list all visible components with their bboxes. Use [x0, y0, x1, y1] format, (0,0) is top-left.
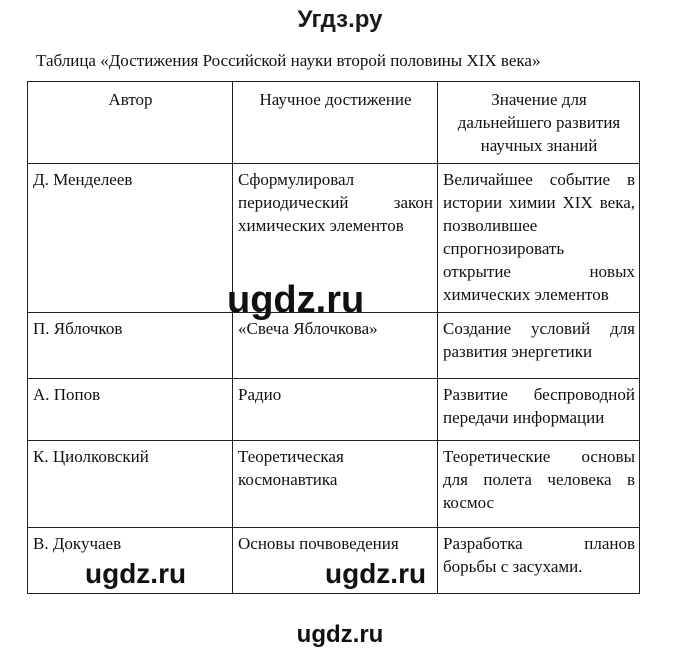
header-achievement: Научное достижение — [233, 82, 438, 164]
table-row — [28, 379, 640, 441]
significance-cell: Развитие беспроводной передачи информации — [438, 379, 640, 441]
header-author: Автор — [28, 82, 233, 164]
watermark-left: ugdz.ru — [85, 558, 187, 589]
table-row — [28, 441, 640, 528]
table-header-row — [28, 82, 640, 164]
watermark-bottom: ugdz.ru — [296, 621, 384, 648]
achievements-table — [27, 81, 640, 594]
significance-cell: Теоретические основы для полета человека в космос — [438, 441, 640, 528]
site-header: Угдз.ру — [297, 6, 383, 33]
table-caption: Таблица «Достижения Российской науки второй половины XIX века» — [36, 51, 541, 70]
achievement-cell: Основы почвоведения — [233, 528, 438, 594]
significance-cell: Разработка планов борьбы с засухами. — [438, 528, 640, 594]
significance-cell: Величайшее событие в истории химии XIX века, позволившее спрогнозировать открытие новых химических элементов — [438, 164, 640, 313]
watermark-middle: ugdz.ru — [325, 558, 427, 589]
achievement-cell: Теоретическая космонавтика — [233, 441, 438, 528]
table-row — [28, 313, 640, 379]
watermark-center: ugdz.ru — [227, 279, 365, 321]
author-cell: П. Яблочков — [28, 313, 233, 379]
header-significance: Значение для дальнейшего развития научных знаний — [438, 82, 640, 164]
achievement-cell: Сформулировал периодический закон химических элементов — [233, 164, 438, 313]
author-cell: А. Попов — [28, 379, 233, 441]
achievement-cell: Радио — [233, 379, 438, 441]
achievement-cell: «Свеча Яблочкова» — [233, 313, 438, 379]
author-cell: Д. Менделеев — [28, 164, 233, 313]
significance-cell: Создание условий для развития энергетики — [438, 313, 640, 379]
author-cell: К. Циолковский — [28, 441, 233, 528]
author-cell: В. Докучаев — [28, 528, 233, 594]
